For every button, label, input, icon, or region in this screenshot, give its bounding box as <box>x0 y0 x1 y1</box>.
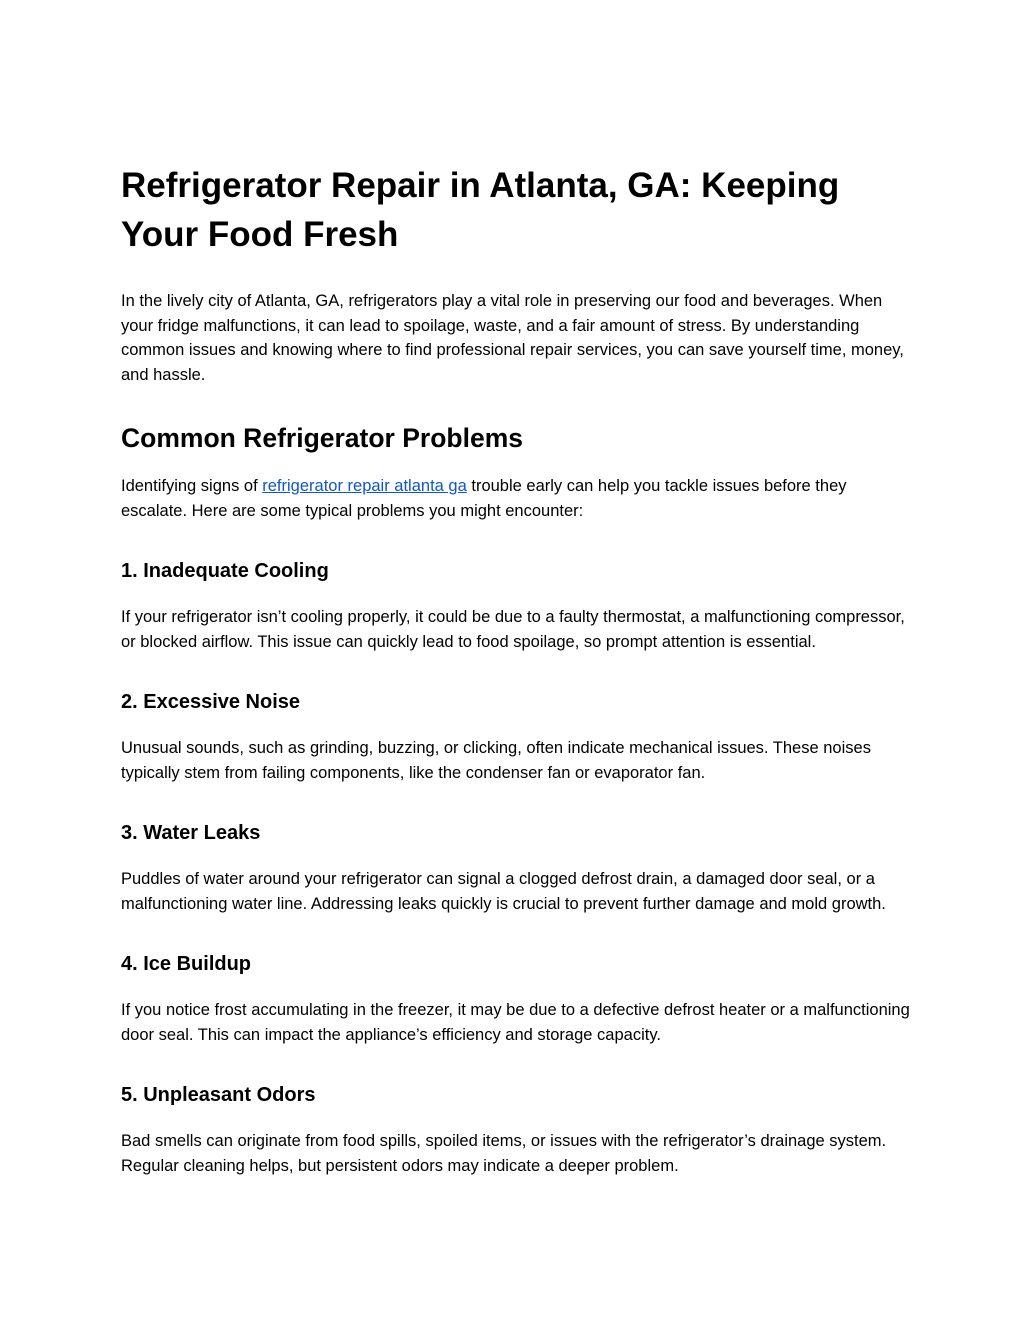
problem-body-excessive-noise: Unusual sounds, such as grinding, buzzing, or clicking, often indicate mechanical issues. These noises typically stem from failing components, like the condenser fan or evaporator fan. <box>121 739 871 782</box>
problem-heading-water-leaks: 3. Water Leaks <box>121 822 261 844</box>
intro-paragraph: In the lively city of Atlanta, GA, refrigerators play a vital role in preserving our food and beverages. When your fridge malfunctions, it can lead to spoilage, waste, and a fair amount of stress. By understanding common issues and knowing where to find professional repair services, you can save yourself time, money, and hassle. <box>121 292 904 384</box>
problem-body-unpleasant-odors: Bad smells can originate from food spills, spoiled items, or issues with the refrigerator’s drainage system. Regular cleaning helps, but persistent odors may indicate a deeper problem. <box>121 1132 887 1175</box>
problem-heading-inadequate-cooling: 1. Inadequate Cooling <box>121 560 329 582</box>
page-title: Refrigerator Repair in Atlanta, GA: Keeping Your Food Fresh <box>121 166 840 254</box>
problem-heading-ice-buildup: 4. Ice Buildup <box>121 953 252 975</box>
problem-heading-unpleasant-odors: 5. Unpleasant Odors <box>121 1084 316 1106</box>
section-heading: Common Refrigerator Problems <box>121 423 523 453</box>
lead-text-before-link: Identifying signs of <box>121 477 263 495</box>
lead-text-after-link: trouble early can help you tackle issues before they escalate. Here are some typical problems you might encounter: <box>121 477 847 520</box>
refrigerator-repair-link[interactable]: refrigerator repair atlanta ga <box>262 477 467 495</box>
problem-body-inadequate-cooling: If your refrigerator isn’t cooling properly, it could be due to a faulty thermostat, a malfunctioning compressor, or blocked airflow. This issue can quickly lead to food spoilage, so prompt attention is essential. <box>121 608 905 651</box>
problem-body-water-leaks: Puddles of water around your refrigerator can signal a clogged defrost drain, a damaged door seal, or a malfunctioning water line. Addressing leaks quickly is crucial to prevent further damage and mold growth. <box>121 870 886 913</box>
problem-heading-excessive-noise: 2. Excessive Noise <box>121 691 301 713</box>
document-content <box>121 161 911 1178</box>
problem-body-ice-buildup: If you notice frost accumulating in the freezer, it may be due to a defective defrost heater or a malfunctioning door seal. This can impact the appliance’s efficiency and storage capacity. <box>121 1001 910 1044</box>
section-lead-paragraph <box>121 474 911 523</box>
